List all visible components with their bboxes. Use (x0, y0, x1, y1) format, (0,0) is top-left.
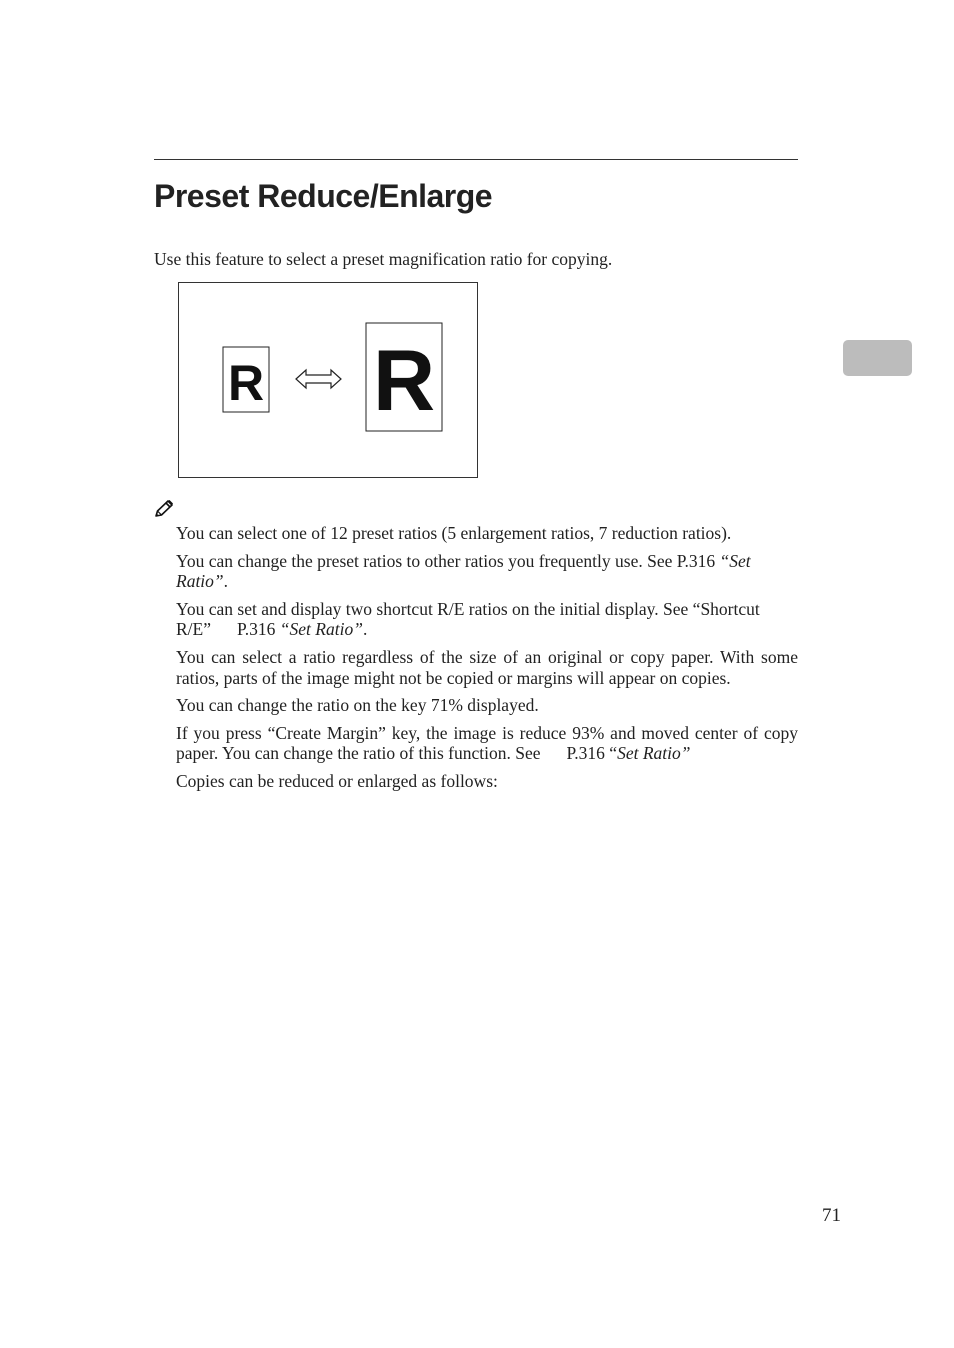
page-title: Preset Reduce/Enlarge (154, 178, 493, 214)
double-arrow-icon (296, 370, 341, 388)
set-ratio-reference: Set Ratio” (617, 743, 691, 764)
set-ratio-reference: “Set Ratio” (279, 619, 363, 640)
page-number: 71 (822, 1205, 841, 1226)
large-r-letter: R (372, 333, 436, 429)
note-item-7: Copies can be reduced or enlarged as follows: (176, 770, 498, 791)
illustration-drawing (179, 283, 477, 477)
intro-text: Use this feature to select a preset magnification ratio for copying. (154, 249, 613, 269)
note-item-2: You can change the preset ratios to other ratios you frequently use. See P.316 “Set Ratio”. (176, 550, 751, 592)
pencil-note-icon (153, 499, 175, 519)
set-ratio-reference: “Set Ratio” (176, 550, 751, 592)
note-item-6: If you press “Create Margin” key, the image is reduce 93% and moved center of copy paper. You can change the ratio of this function. See P.316 “Set Ratio” (176, 722, 798, 764)
reduce-enlarge-illustration (178, 282, 478, 478)
note-item-3: You can set and display two shortcut R/E ratios on the initial display. See “Shortcut R/E” P.316 “Set Ratio”. (176, 598, 760, 640)
header-rule (154, 159, 798, 160)
note-item-4: You can select a ratio regardless of the size of an original or copy paper. With some ratios, parts of the image might not be copied or margins will appear on copies. (176, 646, 798, 688)
note-item-5: You can change the ratio on the key 71% displayed. (176, 695, 539, 716)
small-r-letter: R (227, 355, 265, 411)
chapter-tab (843, 340, 912, 376)
notes-list (176, 523, 798, 799)
note-item-1: You can select one of 12 preset ratios (5 enlargement ratios, 7 reduction ratios). (176, 523, 732, 543)
